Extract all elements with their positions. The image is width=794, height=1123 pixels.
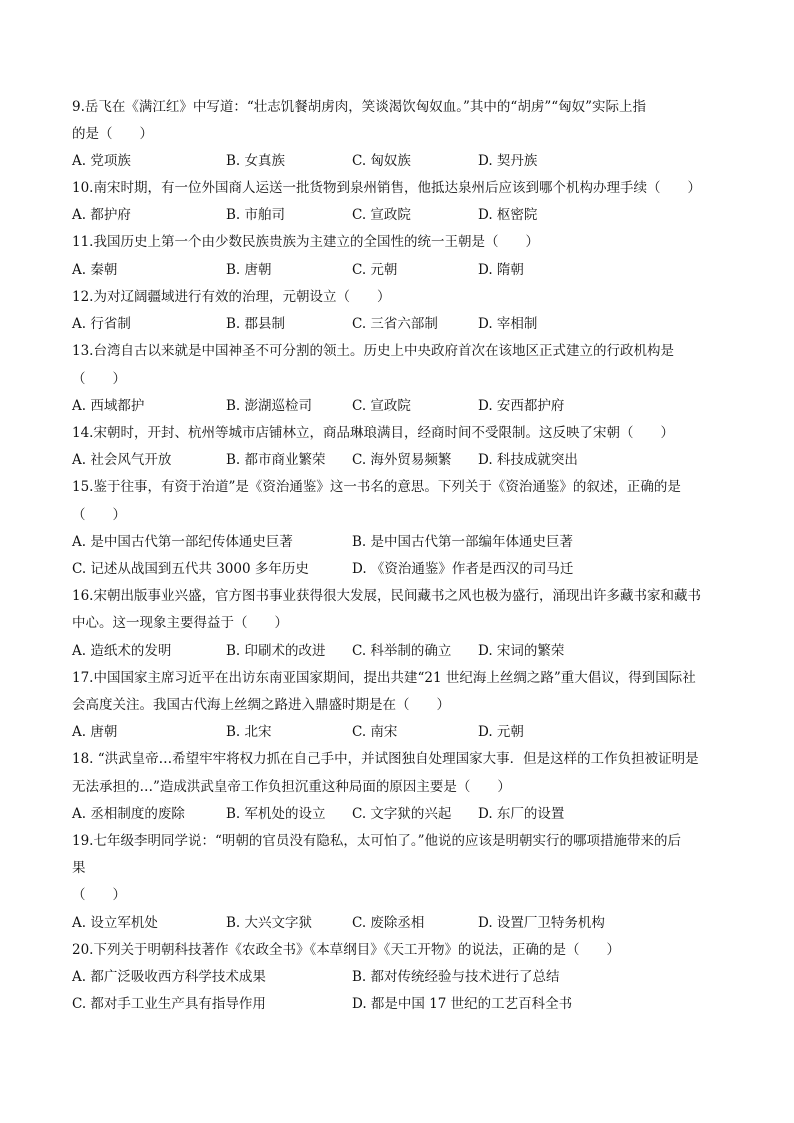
question-1-option-2[interactable]: C. 宣政院	[352, 207, 411, 223]
question-6-stem-line-1: （ ）	[72, 507, 126, 523]
question-6-option-3[interactable]: D. 《资治通鉴》作者是西汉的司马迁	[352, 561, 574, 577]
question-7-option-2[interactable]: C. 科举制的确立	[352, 643, 452, 659]
question-7-option-3[interactable]: D. 宋词的繁荣	[478, 643, 565, 659]
question-10-option-3[interactable]: D. 设置厂卫特务机构	[478, 915, 605, 931]
question-5-option-0[interactable]: A. 社会风气开放	[72, 452, 172, 468]
question-7-stem-line-0: 16.宋朝出版事业兴盛，官方图书事业获得很大发展，民间藏书之风也极为盛行，涌现出许多藏书家和藏书	[72, 588, 701, 604]
question-5-option-1[interactable]: B. 都市商业繁荣	[226, 452, 326, 468]
question-7-option-1[interactable]: B. 印刷术的改进	[226, 643, 326, 659]
question-0-option-1[interactable]: B. 女真族	[226, 153, 286, 169]
question-3-stem-line-0: 12.为对辽阔疆域进行有效的治理，元朝设立（ ）	[72, 289, 391, 305]
question-0-stem-line-1: 的是（ ）	[72, 126, 153, 142]
question-1-option-3[interactable]: D. 枢密院	[478, 207, 538, 223]
question-3-option-3[interactable]: D. 宰相制	[478, 316, 538, 332]
question-5-option-3[interactable]: D. 科技成就突出	[478, 452, 578, 468]
question-10-option-2[interactable]: C. 废除丞相	[352, 915, 425, 931]
question-9-option-0[interactable]: A. 丞相制度的废除	[72, 806, 185, 822]
question-5-stem-line-0: 14.宋朝时，开封、杭州等城市店铺林立，商品琳琅满目，经商时间不受限制。这反映了宋朝（ ）	[72, 425, 674, 441]
question-11-stem-line-0: 20.下列关于明朝科技著作《农政全书》《本草纲目》《天工开物》的说法，正确的是（ ）	[72, 942, 620, 958]
question-9-option-2[interactable]: C. 文字狱的兴起	[352, 806, 452, 822]
question-3-option-1[interactable]: B. 郡县制	[226, 316, 286, 332]
question-10-option-1[interactable]: B. 大兴文字狱	[226, 915, 313, 931]
question-0-option-3[interactable]: D. 契丹族	[478, 153, 538, 169]
question-4-option-2[interactable]: C. 宣政院	[352, 398, 411, 414]
question-1-option-0[interactable]: A. 都护府	[72, 207, 131, 223]
question-8-option-3[interactable]: D. 元朝	[478, 724, 524, 740]
question-10-stem-line-0: 19.七年级李明同学说：“明朝的官员没有隐私，太可怕了。”他说的应该是明朝实行的哪项措施带来的后	[72, 833, 682, 849]
question-2-option-2[interactable]: C. 元朝	[352, 262, 398, 278]
question-0-option-0[interactable]: A. 党项族	[72, 153, 131, 169]
question-9-stem-line-0: 18. “洪武皇帝…希望牢牢将权力抓在自己手中，并试图独自处理国家大事．但是这样的工作负担被证明是	[72, 751, 699, 767]
question-8-option-1[interactable]: B. 北宋	[226, 724, 272, 740]
question-6-stem-line-0: 15.鉴于往事，有资于治道”是《资治通鉴》这一书名的意思。下列关于《资治通鉴》的叙述，正确的是	[72, 479, 681, 495]
question-11-option-2[interactable]: C. 都对手工业生产具有指导作用	[72, 996, 266, 1012]
question-9-option-1[interactable]: B. 军机处的设立	[226, 806, 326, 822]
question-9-stem-line-1: 无法承担的…”造成洪武皇帝工作负担沉重这种局面的原因主要是（ ）	[72, 779, 511, 795]
question-2-option-3[interactable]: D. 隋朝	[478, 262, 524, 278]
question-0-option-2[interactable]: C. 匈奴族	[352, 153, 411, 169]
question-6-option-0[interactable]: A. 是中国古代第一部纪传体通史巨著	[72, 534, 293, 550]
question-9-option-3[interactable]: D. 东厂的设置	[478, 806, 565, 822]
question-5-option-2[interactable]: C. 海外贸易频繁	[352, 452, 452, 468]
question-8-option-0[interactable]: A. 唐朝	[72, 724, 118, 740]
question-7-option-0[interactable]: A. 造纸术的发明	[72, 643, 172, 659]
question-0-stem-line-0: 9.岳飞在《满江红》中写道：“壮志饥餐胡虏肉，笑谈渴饮匈奴血。”其中的“胡虏”“匈奴”实际上指	[72, 99, 647, 115]
question-4-option-1[interactable]: B. 澎湖巡检司	[226, 398, 313, 414]
question-6-option-1[interactable]: B. 是中国古代第一部编年体通史巨著	[352, 534, 574, 550]
question-10-stem-line-1: 果	[72, 860, 86, 876]
question-10-option-0[interactable]: A. 设立军机处	[72, 915, 158, 931]
question-8-stem-line-1: 会高度关注。我国古代海上丝绸之路进入鼎盛时期是在（ ）	[72, 697, 450, 713]
question-2-option-0[interactable]: A. 秦朝	[72, 262, 118, 278]
question-10-stem-line-2: （ ）	[72, 887, 126, 903]
question-3-option-0[interactable]: A. 行省制	[72, 316, 131, 332]
question-6-option-2[interactable]: C. 记述从战国到五代共 3000 多年历史	[72, 561, 309, 577]
question-7-stem-line-1: 中心。这一现象主要得益于（ ）	[72, 615, 288, 631]
question-4-stem-line-1: （ ）	[72, 371, 126, 387]
question-4-stem-line-0: 13.台湾自古以来就是中国神圣不可分割的领土。历史上中央政府首次在该地区正式建立的行政机构是	[72, 343, 674, 359]
question-4-option-3[interactable]: D. 安西都护府	[478, 398, 565, 414]
question-2-option-1[interactable]: B. 唐朝	[226, 262, 272, 278]
question-1-stem-line-0: 10.南宋时期，有一位外国商人运送一批货物到泉州销售，他抵达泉州后应该到哪个机构办理手续（ ）	[72, 180, 701, 196]
question-3-option-2[interactable]: C. 三省六部制	[352, 316, 438, 332]
question-8-stem-line-0: 17.中国国家主席习近平在出访东南亚国家期间，提出共建“21 世纪海上丝绸之路”重大倡议，得到国际社	[72, 670, 696, 686]
question-4-option-0[interactable]: A. 西域都护	[72, 398, 145, 414]
question-1-option-1[interactable]: B. 市舶司	[226, 207, 286, 223]
question-8-option-2[interactable]: C. 南宋	[352, 724, 398, 740]
question-11-option-0[interactable]: A. 都广泛吸收西方科学技术成果	[72, 969, 266, 985]
question-11-option-1[interactable]: B. 都对传统经验与技术进行了总结	[352, 969, 560, 985]
question-2-stem-line-0: 11.我国历史上第一个由少数民族贵族为主建立的全国性的统一王朝是（ ）	[72, 234, 539, 250]
question-11-option-3[interactable]: D. 都是中国 17 世纪的工艺百科全书	[352, 996, 573, 1012]
